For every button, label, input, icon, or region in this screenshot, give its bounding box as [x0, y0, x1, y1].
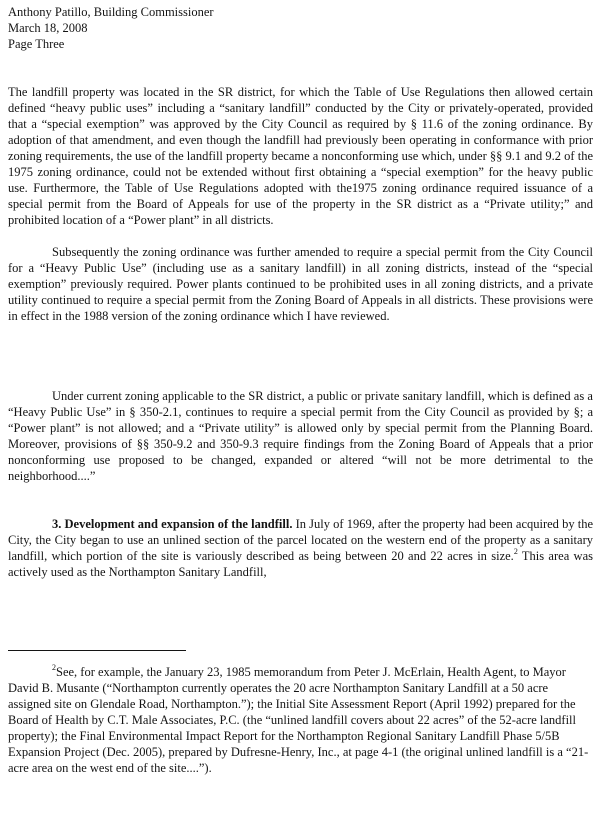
header-date: March 18, 2008	[8, 21, 88, 35]
paragraph-1: The landfill property was located in the SR district, for which the Table of Use Regulations then allowed certain defined “heavy public uses” including a “sanitary landfill” conducted by the City or privately-operated, provided that a “special exemption” was approved by the City Council as required by § 11.6 of the zoning ordinance. By adoption of that amendment, and even though the landfill had previously been operating in conformance with prior zoning requirements, the use of the landfill property became a nonconforming use which, under §§ 9.1 and 9.2 of the 1975 zoning ordinance, could not be extended without first obtaining a “special exemption” for the heavy public use. Furthermore, the Table of Use Regulations adopted with the1975 zoning ordinance required issuance of a special permit from the Board of Appeals for use of the property in the SR district as a “Private utility;” and prohibited location of a “Power plant” in all districts.	[8, 85, 593, 227]
paragraph-2: Subsequently the zoning ordinance was further amended to require a special permit from the City Council for a “Heavy Public Use” (including use as a sanitary landfill) in all zoning districts, instead of the “special exemption” previously required. Power plants continued to be prohibited uses in all zoning districts, and a private utility continued to require a special permit from the Zoning Board of Appeals in all districts. These provisions were in effect in the 1988 version of the zoning ordinance which I have reviewed.	[8, 245, 593, 323]
footnote-2	[8, 664, 593, 776]
section-3-heading: 3. Development and expansion of the landfill.	[52, 517, 293, 531]
section-3-body-continued: This area was actively used as the Northampton Sanitary Landfill,	[8, 549, 593, 579]
paragraph-section-3	[8, 516, 593, 580]
footnote-text: See, for example, the January 23, 1985 memorandum from Peter J. McErlain, Health Agent, to Mayor David B. Musante (“Northampton currently operates the 20 acre Northampton Sanitary Landfill at a 50 acre assigned site on Glendale Road, Northampton.”); the Initial Site Assessment Report (April 1992) prepared for the Board of Health by C.T. Male Associates, P.C. (the “unlined landfill covers about 22 acres” of the 52-acre landfill property); the Final Environmental Impact Report for the Northampton Regional Sanitary Landfill Phase 5/5B Expansion Project (Dec. 2005), prepared by Dufresne-Henry, Inc., at page 4-1 (the original unlined landfill is a “21-acre area on the west end of the site....”).	[8, 665, 589, 775]
section-3-body: In July of 1969, after the property had been acquired by the City, the City began to use an unlined section of the parcel located on the western end of the property as a sanitary landfill, which portion of the site is variously described as being between 20 and 22 acres in size.	[8, 517, 593, 563]
letter-header	[8, 4, 214, 52]
paragraph-3: Under current zoning applicable to the SR district, a public or private sanitary landfill, which is defined as a “Heavy Public Use” in § 350-2.1, continues to require a special permit from the City Council as provided by §; a “Power plant” is not allowed; and a “Private utility” is allowed only by special permit from the Planning Board. Moreover, provisions of §§ 350-9.2 and 350-9.3 require findings from the Zoning Board of Appeals that a prior nonconforming use proposed to be changed, expanded or altered “will not be more detrimental to the neighborhood....”	[8, 389, 593, 483]
header-recipient: Anthony Patillo, Building Commissioner	[8, 5, 214, 19]
header-page-number: Page Three	[8, 37, 65, 51]
footnote-divider	[8, 650, 186, 651]
footnote-marker: 2	[52, 662, 56, 672]
footnote-reference[interactable]: 2	[513, 546, 518, 556]
